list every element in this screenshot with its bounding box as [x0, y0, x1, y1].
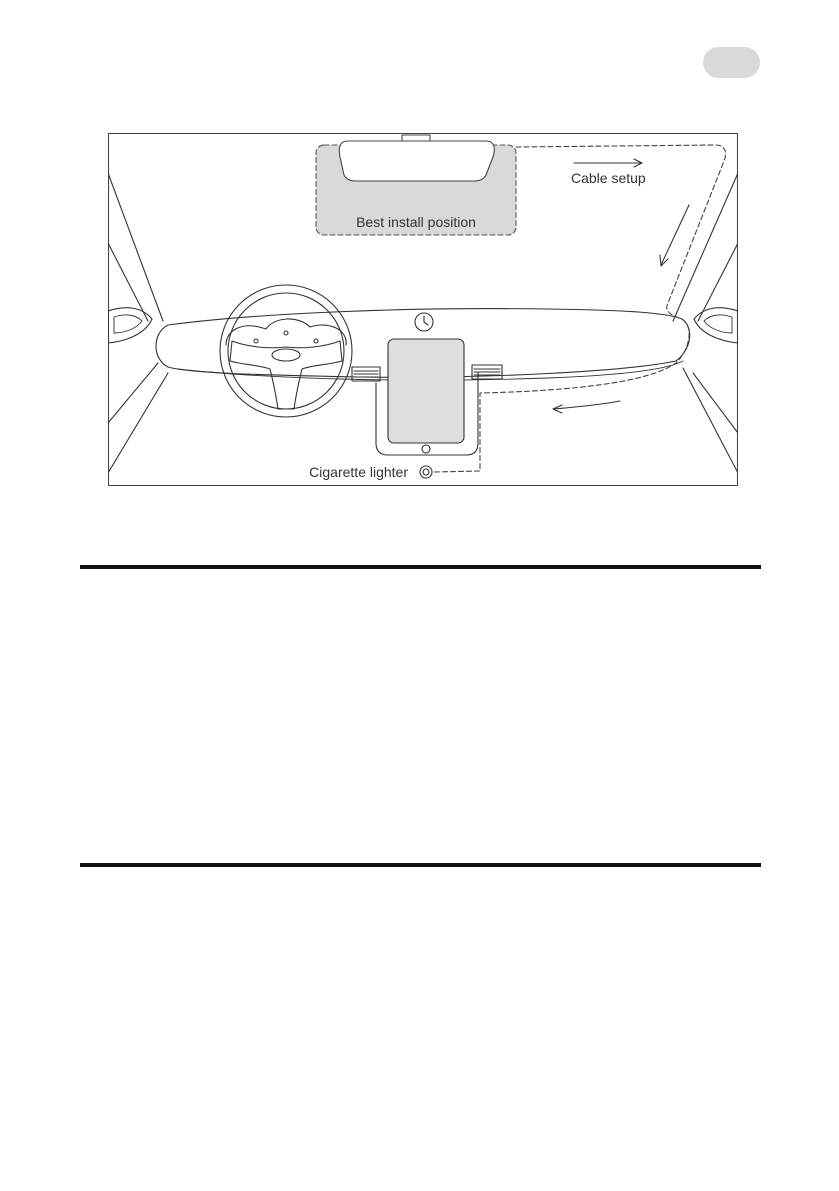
cigarette-lighter-label: Cigarette lighter	[309, 464, 408, 480]
cigarette-lighter-icon	[420, 466, 432, 478]
arrow-down-icon	[660, 205, 689, 266]
right-vent	[472, 365, 502, 379]
instrument-cluster	[226, 319, 346, 345]
left-a-pillar	[108, 173, 168, 473]
left-vent	[352, 367, 380, 381]
best-install-position-label: Best install position	[356, 214, 476, 230]
left-side-mirror	[108, 308, 152, 343]
right-side-mirror	[694, 308, 738, 343]
section-divider-bottom	[80, 863, 761, 867]
steering-wheel-icon	[220, 285, 352, 417]
clock-icon	[415, 313, 433, 331]
cable-setup-label: Cable setup	[571, 170, 646, 186]
phone-icon	[388, 339, 464, 443]
section-divider-top	[80, 565, 761, 569]
arrow-left-icon	[553, 401, 620, 413]
page-tab-indicator	[703, 47, 760, 78]
arrow-right-icon	[574, 159, 642, 167]
rear-view-mirror	[339, 141, 494, 181]
dashcam-install-diagram	[108, 133, 738, 486]
